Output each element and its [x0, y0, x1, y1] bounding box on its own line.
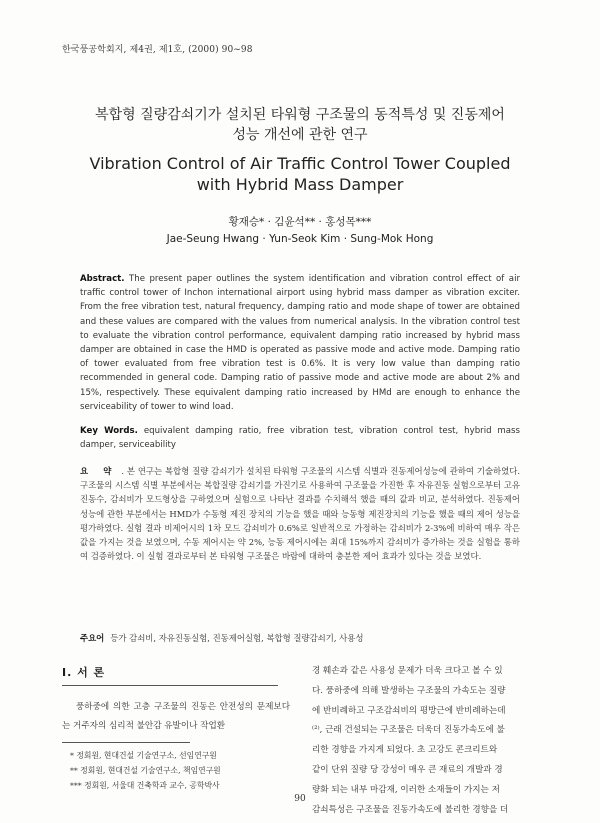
intro-right-line: 경 훼손과 같은 사용성 문제가 더욱 크다고 볼 수 있 [312, 666, 503, 676]
intro-right-line: 리한 경향을 가지게 되었다. 초 고강도 콘크리트와 [312, 745, 498, 756]
abstract [80, 272, 520, 414]
intro-right-line: 량화 되는 내부 마감재, 이러한 소재들이 가지는 저 [312, 784, 500, 795]
footnote-2: ** 정회원, 현대건설 기술연구소, 책임연구원 [70, 766, 221, 775]
abstract-label: Abstract. [80, 274, 125, 284]
intro-right-line: 같이 단위 질량 당 강성이 매우 큰 재료의 개발과 경 [312, 764, 503, 775]
korean-title-line-1: 복합형 질량감쇠기가 설치된 타워형 구조물의 동적특성 및 진동제어 [95, 107, 505, 123]
authors-english: Jae-Seung Hwang · Yun-Seok Kim · Sung-Mok Hong [166, 233, 434, 245]
footnotes [70, 748, 221, 793]
section-heading [62, 664, 278, 686]
page-number: 90 [294, 794, 306, 804]
english-title-line-1: Vibration Control of Air Traffic Control Tower Coupled [89, 154, 511, 173]
korean-abstract-text: . 본 연구는 복합형 질량 감쇠기가 설치된 타워형 구조물의 시스템 식별과 진동제어성능에 관하여 기술하였다. 구조물의 시스템 식별 부분에서는 복합질량 감쇠기를 가진기로 사용하여 구조물을 가진한 후 자유진동 실험으로부터 고유진동수, 감쇠비가 모드형상을 구하였으며 실험으로 나타난 결과를 수치해석 했을 때의 값과 비교, 분석하였다. 진동제어 성능에 관한 부분에서는 HMD가 수동형 제진 장치의 기능을 했을 때와 능동형 제진장치의 기능을 했을 때의 제어 성능을 평가하였다. 실험 결과 비제어시의 1차 모드 감쇠비가 0.6%로 일반적으로 가정하는 감쇠비가 2-3%에 비하여 매우 작은 값을 가지는 것을 보였으며, 수동 제어시는 약 2%, 능동 제어시에는 최대 15%까지 감쇠비가 증가하는 것을 실험을 통하여 검증하였다. 이 실험 결과로부터 본 타워형 구조물은 바람에 대하여 충분한 제어 효과가 있다는 것을 보였다. [80, 466, 520, 562]
intro-right-line: 에 반비례하고 구조감쇠비의 평방근에 반비례하는데 [312, 705, 506, 716]
keywords-text: equivalent damping ratio, free vibration test, vibration control test, hybrid mass damper, serviceability [80, 426, 521, 451]
english-title-line-2: with Hybrid Mass Damper [196, 175, 404, 194]
journal-header: 한국풍공학회지, 제4권, 제1호, (2000) 90~98 [62, 45, 253, 55]
footnote-divider [62, 742, 190, 743]
intro-right-line: ⁽²⁾, 근래 건설되는 구조물은 더욱더 진동가속도에 불 [312, 725, 505, 736]
section-heading-rule [62, 685, 278, 686]
keywords [80, 424, 520, 452]
footnote-3: *** 정회원, 서울대 건축학과 교수, 공학박사 [70, 781, 220, 790]
intro-right-line: 다. 풍하중에 의해 발생하는 구조물의 가속도는 질량 [312, 685, 506, 696]
korean-keywords-label: 주요어 [80, 633, 105, 643]
keywords-label: Key Words. [80, 426, 138, 436]
footnote-1: * 정회원, 현대건설 기술연구소, 선임연구원 [70, 751, 217, 760]
authors-korean: 황재승* · 김윤석** · 홍성목*** [228, 216, 372, 228]
section-heading-text: I. 서 론 [62, 666, 106, 679]
korean-keywords [80, 632, 520, 644]
korean-title-line-2: 성능 개선에 관한 연구 [232, 127, 368, 143]
abstract-text: The present paper outlines the system identification and vibration control effect of air traffic control tower of Inchon international airport using hybrid mass damper as vibration exciter. From the free vibration test, natural frequency, damping ratio and mode shape of tower are obtained and these values are compared with the values from numerical analysis. In the vibration control test to evaluate the vibration control performance, equivalent damping ratio increased by hybrid mass damper are obtained in case the HMD is operated as passive mode and active mode. Damping ratio of tower evaluated from free vibration test is 0.6%. It is very low value than damping ratio recommended in general code. Damping ratio of passive mode and active mode are about 2% and 15%, respectively. These equivalent damping ratio increased by HMd are enough to enhance the serviceability of tower to wind load. [80, 274, 520, 412]
korean-abstract-label: 요 약 [80, 466, 118, 476]
korean-keywords-text: 등가 감쇠비, 자유진동실험, 진동제어실험, 복합형 질량감쇠기, 사용성 [110, 633, 364, 643]
introduction-left-column: 풍하중에 의한 고층 구조물의 진동은 안전성의 문제보다는 거주자의 심리적 불안감 유발이나 작업환 [62, 702, 290, 731]
korean-abstract [80, 464, 520, 563]
intro-right-line: 감쇠특성은 구조물을 진동가속도에 불리한 경향을 더 [312, 804, 509, 815]
